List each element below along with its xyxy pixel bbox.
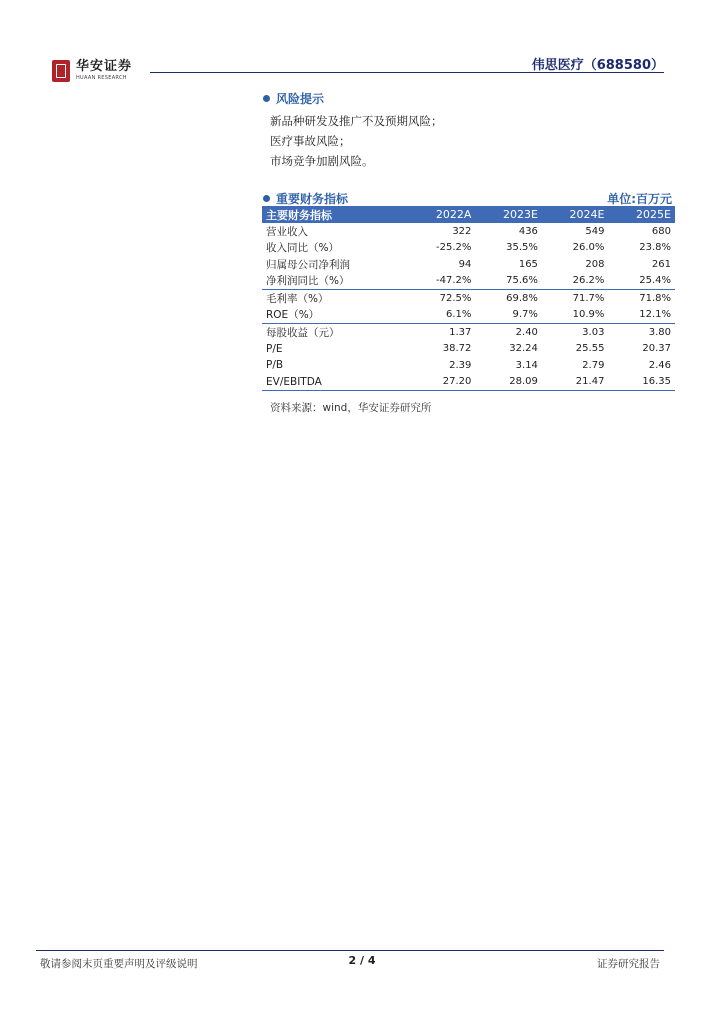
risk-item: 医疗事故风险；	[270, 134, 351, 148]
table-cell: 94	[458, 258, 472, 270]
table-cell: 549	[585, 225, 605, 237]
report-type: 证券研究报告	[597, 958, 660, 970]
table-cell: -25.2%	[436, 242, 472, 254]
table-cell: 3.80	[608, 324, 675, 341]
table-cell: 2.79	[582, 359, 605, 371]
row-label: 收入同比（%）	[266, 242, 339, 255]
column-header: 2024E	[542, 206, 609, 223]
financial-table	[262, 206, 675, 391]
table-cell: 3.03	[542, 324, 609, 341]
row-label: P/E	[266, 342, 283, 355]
table-row	[262, 223, 675, 240]
row-label: ROE（%）	[266, 309, 320, 322]
risk-list	[270, 111, 443, 171]
table-cell: 21.47	[542, 374, 609, 391]
disclaimer-note: 敬请参阅末页重要声明及评级说明	[40, 958, 198, 970]
finance-heading	[263, 190, 348, 207]
bullet-icon	[263, 95, 270, 102]
table-cell: 32.24	[509, 343, 538, 355]
table-cell: 25.4%	[639, 275, 671, 287]
table-cell: 28.09	[475, 374, 542, 391]
logo-chinese-text: 华安证券	[76, 59, 133, 74]
company-logo	[52, 60, 132, 82]
table-row	[262, 324, 675, 341]
table-cell: 10.9%	[572, 309, 605, 321]
table-cell: 6.1%	[446, 309, 472, 321]
table-cell: 20.37	[642, 343, 671, 355]
risk-heading	[263, 90, 324, 107]
table-cell: 23.8%	[639, 242, 671, 254]
table-cell: 38.72	[442, 343, 472, 355]
header-divider	[150, 72, 664, 73]
row-label: 毛利率（%）	[262, 290, 408, 307]
table-cell: 75.6%	[506, 275, 538, 287]
row-label: EV/EBITDA	[262, 374, 408, 391]
table-row	[262, 240, 675, 257]
risk-item: 市场竞争加剧风险。	[270, 154, 374, 168]
table-cell: 2.40	[475, 324, 542, 341]
table-cell: 27.20	[408, 374, 475, 391]
column-header: 2023E	[475, 206, 542, 223]
table-cell: 322	[452, 225, 472, 237]
table-row	[262, 307, 675, 324]
column-header: 2022A	[408, 206, 475, 223]
finance-heading-text: 重要财务指标	[276, 192, 349, 206]
row-label: P/B	[266, 359, 284, 372]
table-cell: 208	[585, 258, 605, 270]
row-label: 净利润同比（%）	[266, 275, 350, 288]
table-cell: 2.39	[449, 359, 472, 371]
table-row	[262, 374, 675, 391]
column-header: 2025E	[608, 206, 675, 223]
unit-label: 单位:百万元	[607, 192, 672, 206]
row-label: 营业收入	[266, 225, 308, 238]
logo-english-text: HUAAN RESEARCH	[76, 75, 127, 81]
table-cell: 3.14	[515, 359, 538, 371]
table-cell: 680	[651, 225, 671, 237]
table-cell: 69.8%	[475, 290, 542, 307]
table-row	[262, 290, 675, 307]
table-row	[262, 357, 675, 374]
table-cell: -47.2%	[436, 275, 472, 287]
row-label: 每股收益（元）	[262, 324, 408, 341]
table-cell: 26.0%	[572, 242, 605, 254]
table-cell: 16.35	[608, 374, 675, 391]
table-row	[262, 273, 675, 290]
risk-item: 新品种研发及推广不及预期风险；	[270, 114, 443, 128]
table-cell: 9.7%	[512, 309, 538, 321]
table-cell: 2.46	[648, 359, 671, 371]
table-cell: 71.7%	[542, 290, 609, 307]
table-cell: 72.5%	[408, 290, 475, 307]
bullet-icon	[263, 195, 270, 202]
table-cell: 165	[518, 258, 538, 270]
report-title: 伟思医疗（688580）	[531, 58, 664, 73]
table-cell: 12.1%	[639, 309, 671, 321]
table-cell: 436	[518, 225, 538, 237]
table-header-row	[262, 206, 675, 223]
table-cell: 25.55	[575, 343, 605, 355]
table-row	[262, 256, 675, 273]
row-label: 归属母公司净利润	[266, 258, 350, 271]
footer-divider	[36, 950, 664, 951]
source-note: 资料来源：wind，华安证券研究所	[270, 402, 432, 414]
table-cell: 1.37	[408, 324, 475, 341]
table-row	[262, 341, 675, 358]
table-cell: 26.2%	[572, 275, 605, 287]
table-cell: 71.8%	[608, 290, 675, 307]
table-cell: 35.5%	[506, 242, 538, 254]
seal-logo-icon	[52, 60, 70, 82]
page-number: 2 / 4	[348, 954, 376, 967]
column-header: 主要财务指标	[262, 206, 408, 223]
table-cell: 261	[651, 258, 671, 270]
risk-heading-text: 风险提示	[276, 92, 325, 106]
